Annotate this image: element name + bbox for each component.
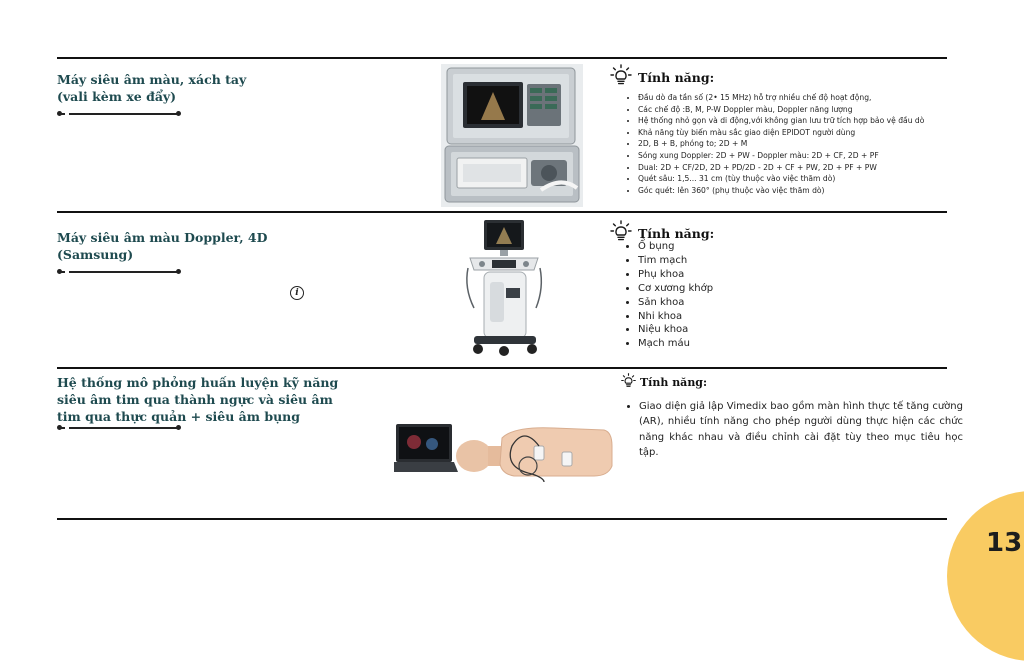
lightbulb-icon — [610, 64, 632, 90]
divider-2 — [57, 367, 947, 369]
doppler-ultrasound-cart-image — [462, 218, 546, 358]
feature-item: • Tim mạch — [638, 254, 713, 268]
feature-item: • Góc quét: lên 360° (phụ thuộc vào việc thăm dò) — [638, 185, 968, 197]
section-2-title: Máy siêu âm màu Doppler, 4D (Samsung) — [57, 230, 268, 262]
divider-bottom — [57, 518, 947, 520]
section-3-feature-list — [625, 399, 963, 460]
section-1-features-heading: Tính năng: — [610, 64, 714, 90]
section-1-title: Máy siêu âm màu, xách tay (vali kèm xe đẩy) — [57, 72, 247, 104]
section-1-feature-list — [624, 92, 968, 196]
page-number-circle — [947, 491, 1024, 661]
section-2-feature-list — [624, 240, 713, 351]
section-2-features-heading: Tính năng: — [610, 220, 714, 246]
portable-ultrasound-image — [441, 64, 583, 207]
feature-item: • Ổ bụng — [638, 240, 713, 254]
divider-1 — [57, 211, 947, 213]
section-3-decorative-rule — [57, 424, 181, 432]
ultrasound-simulator-image — [394, 416, 614, 484]
feature-item: • Quét sâu: 1,5... 31 cm (tùy thuộc vào việc thăm dò) — [638, 173, 968, 185]
feature-item: • Sản khoa — [638, 296, 713, 310]
feature-item: • Cơ xương khớp — [638, 282, 713, 296]
feature-item: • Mạch máu — [638, 337, 713, 351]
feature-item: • 2D, B + B, phóng to; 2D + M — [638, 138, 968, 150]
feature-item: • Sóng xung Doppler: 2D + PW - Doppler màu: 2D + CF, 2D + PF — [638, 150, 968, 162]
feature-item: • Các chế độ :B, M, P-W Doppler màu, Doppler năng lượng — [638, 104, 968, 116]
info-icon[interactable]: i — [290, 286, 304, 300]
feature-item: • Khả năng tùy biến màu sắc giao diện EPIDOT người dùng — [638, 127, 968, 139]
lightbulb-icon — [621, 373, 636, 392]
feature-item: • Giao diện giả lập Vimedix bao gồm màn hình thực tế tăng cường (AR), nhiều tính năng cho phép người dùng thực hiện các chức năng khác nhau và điều chỉnh cài đặt tùy theo mục tiêu học tập. — [639, 399, 963, 460]
feature-item: • Phụ khoa — [638, 268, 713, 282]
section-1-decorative-rule — [57, 110, 181, 118]
section-3-title: Hệ thống mô phỏng huấn luyện kỹ năng siêu âm tim qua thành ngực và siêu âm tim qua thực quản + siêu âm bụng — [57, 375, 339, 424]
feature-item: • Nhi khoa — [638, 310, 713, 324]
feature-item: • Hệ thống nhỏ gọn và di động,với không gian lưu trữ tích hợp bảo vệ đầu dò — [638, 115, 968, 127]
divider-top — [57, 57, 947, 59]
feature-item: • Dual: 2D + CF/2D, 2D + PD/2D - 2D + CF + PW, 2D + PF + PW — [638, 162, 968, 174]
feature-item: • Đầu dò đa tần số (2• 15 MHz) hỗ trợ nhiều chế độ hoạt động, — [638, 92, 968, 104]
feature-item: • Niệu khoa — [638, 323, 713, 337]
section-2-decorative-rule — [57, 268, 181, 276]
section-3-features-heading: Tính năng: — [621, 373, 707, 392]
page-number: 13 — [986, 528, 1023, 558]
